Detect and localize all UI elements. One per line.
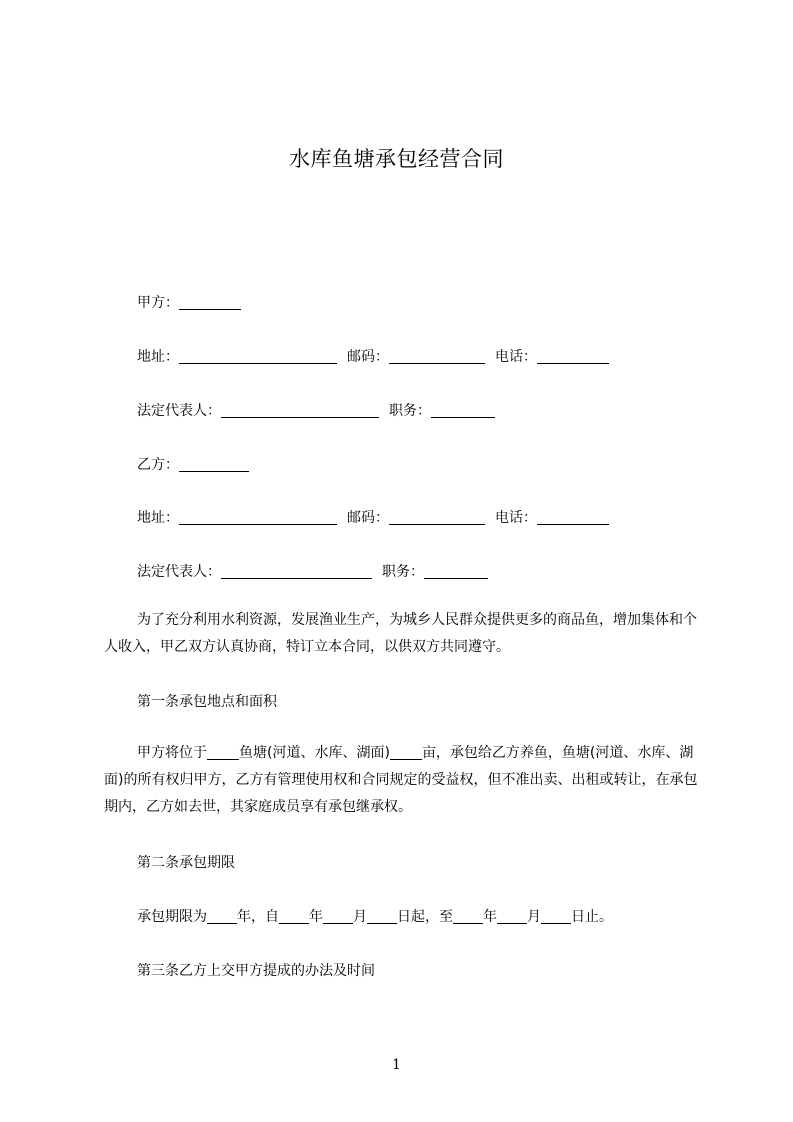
page-number: 1 — [392, 1057, 401, 1073]
end-year-blank — [453, 909, 483, 924]
end-month-blank — [497, 909, 527, 924]
party-a-address-blank — [179, 349, 337, 364]
party-a-rep-blank — [221, 403, 379, 418]
party-a-address-line — [137, 346, 609, 366]
party-b-label: 乙方： — [137, 457, 179, 473]
intro-paragraph — [104, 607, 700, 661]
party-b-rep-blank — [221, 564, 372, 579]
party-b-address-blank — [179, 510, 337, 525]
party-b-phone-blank — [537, 510, 609, 525]
article2-text-6: 年 — [483, 909, 497, 925]
article2-text-3: 年 — [309, 909, 323, 925]
party-b-position-label: 职务： — [382, 564, 424, 580]
party-b-rep-label: 法定代表人： — [137, 564, 221, 580]
party-b-address-label: 地址： — [137, 510, 179, 526]
article2-heading: 第二条承包期限 — [137, 855, 235, 871]
party-a-address-label: 地址： — [137, 349, 179, 365]
party-a-phone-label: 电话： — [495, 349, 537, 365]
party-a-position-label: 职务： — [389, 403, 431, 419]
party-b-blank — [179, 457, 249, 472]
article2-text-2: 年，自 — [237, 909, 279, 925]
article1-text-2: 鱼塘(河道、水库、湖面) — [239, 745, 390, 761]
article3-heading: 第三条乙方上交甲方提成的办法及时间 — [137, 963, 375, 979]
article2-text-8: 日止。 — [571, 909, 613, 925]
party-a-phone-blank — [537, 349, 609, 364]
party-a-label: 甲方： — [137, 295, 179, 311]
start-day-blank — [367, 909, 397, 924]
article1-heading: 第一条承包地点和面积 — [137, 694, 277, 710]
article1-area-blank — [390, 745, 422, 760]
document-title: 水库鱼塘承包经营合同 — [289, 147, 504, 171]
article1-paragraph — [104, 740, 700, 821]
start-year-blank — [279, 909, 309, 924]
party-a-rep-label: 法定代表人： — [137, 403, 221, 419]
article2-text-4: 月 — [353, 909, 367, 925]
article1-text-3: 亩，承包给乙方养鱼，鱼塘(河道、水库、湖面)的所有权归甲方，乙方有管理使用权和合同规定的受益权，但不准出卖、出租或转让，在承包期内，乙方如去世，其家庭成员享有承包继承权。 — [104, 745, 698, 815]
party-b-postcode-label: 邮码： — [347, 510, 389, 526]
party-b-phone-label: 电话： — [495, 510, 537, 526]
party-b-rep-line — [137, 561, 488, 581]
start-month-blank — [323, 909, 353, 924]
party-b-position-blank — [424, 564, 488, 579]
end-day-blank — [541, 909, 571, 924]
party-b-postcode-blank — [389, 510, 485, 525]
intro-text: 为了充分利用水利资源，发展渔业生产，为城乡人民群众提供更多的商品鱼，增加集体和个人收入，甲乙双方认真协商，特订立本合同，以供双方共同遵守。 — [104, 612, 697, 655]
article1-text-1: 甲方将位于 — [137, 745, 207, 761]
article2-text-5: 日起，至 — [397, 909, 453, 925]
party-a-postcode-label: 邮码： — [347, 349, 389, 365]
article2-term-line — [137, 906, 613, 926]
party-b-line — [137, 454, 249, 474]
article2-text-7: 月 — [527, 909, 541, 925]
article2-text-1: 承包期限为 — [137, 909, 207, 925]
party-a-postcode-blank — [389, 349, 485, 364]
party-b-address-line — [137, 507, 609, 527]
party-a-rep-line — [137, 400, 495, 420]
party-a-line — [137, 292, 241, 312]
article1-location-blank — [207, 745, 239, 760]
term-years-blank — [207, 909, 237, 924]
party-a-blank — [179, 295, 241, 310]
party-a-position-blank — [431, 403, 495, 418]
